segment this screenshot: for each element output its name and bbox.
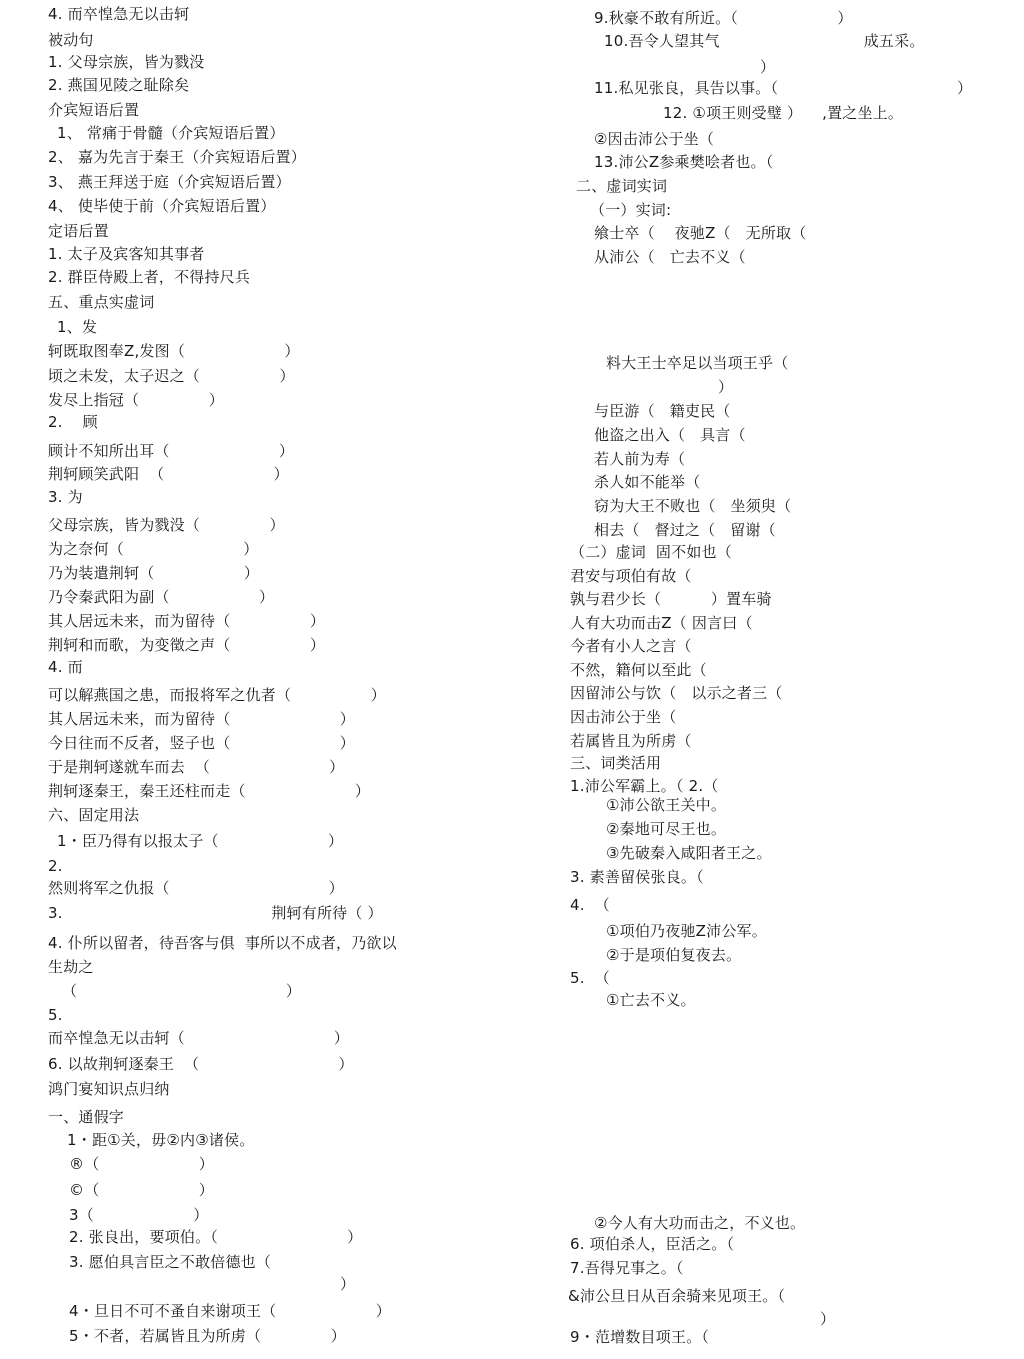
left-line-38: 3. 荆轲有所待（ ） <box>48 904 383 922</box>
left-line-1: 4. 而卒惶急无以击轲 <box>48 5 190 23</box>
left-line-26: 其人居远未来，而为留待（ ） <box>48 612 326 630</box>
left-line-37: 然则将军之仇报（ ） <box>48 879 344 897</box>
right-line-12: 料大王士卒足以当项王乎（ <box>606 354 789 372</box>
left-line-12: 2. 群臣侍殿上者，不得持尺兵 <box>48 268 251 286</box>
right-line-10: 飨士卒（ 夜驰Z（ 无所取（ <box>594 224 807 242</box>
left-line-32: 于是荆轲遂就车而去 （ ） <box>48 758 345 776</box>
left-line-3: 1. 父母宗族，皆为戮没 <box>48 53 205 71</box>
right-line-7: 13.沛公Z参乘樊哙者也。（ <box>594 153 774 171</box>
right-line-29: 三、词类活用 <box>570 754 662 772</box>
right-line-6: ②因击沛公于坐（ <box>594 130 715 148</box>
left-line-31: 今日往而不反者，竖子也（ ） <box>48 734 355 752</box>
right-line-25: 不然，籍何以至此（ <box>570 661 707 679</box>
right-line-24: 今者有小人之言（ <box>570 637 692 655</box>
right-line-44: ） <box>820 1310 836 1328</box>
left-line-42: 5. <box>48 1006 63 1024</box>
right-line-34: 3. 素善留侯张良。（ <box>570 868 704 886</box>
left-line-29: 可以解燕国之患，而报将军之仇者（ ） <box>48 686 386 704</box>
left-line-15: 轲既取图奉Z,发图（ ） <box>48 342 300 360</box>
right-line-21: 君安与项伯有故（ <box>570 567 692 585</box>
left-line-20: 荆轲顾笑武阳 （ ） <box>48 465 289 483</box>
right-line-2: 10.吾令人望其气 成五采。 <box>604 32 925 50</box>
right-line-8: 二、虚词实词 <box>576 177 668 195</box>
right-line-28: 若属皆且为所虏（ <box>570 732 692 750</box>
right-line-4: 11.私见张良，具告以事。（ ） <box>594 79 973 97</box>
left-line-44: 6. 以故荆轲逐秦王 （ ） <box>48 1055 354 1073</box>
right-line-31: ①沛公欲王关中。 <box>606 796 727 814</box>
left-line-19: 顾计不知所出耳（ ） <box>48 442 295 460</box>
left-line-6: 1、 常痛于骨髓（介宾短语后置） <box>57 124 285 142</box>
right-line-30: 1.沛公军霸上。（ 2.（ <box>570 777 719 795</box>
right-line-33: ③先破秦入咸阳者王之。 <box>606 844 772 862</box>
right-line-37: ②于是项伯复夜去。 <box>606 946 742 964</box>
left-line-45: 鸿门宴知识点归纳 <box>48 1080 170 1098</box>
right-line-1: 9.秋豪不敢有所近。（ ） <box>594 9 853 27</box>
left-line-21: 3. 为 <box>48 488 83 506</box>
right-line-22: 孰与君少长（ ）置车骑 <box>570 590 772 608</box>
left-line-39: 4. 仆所以留者，待吾客与俱 事所以不成者，乃欲以 <box>48 934 397 952</box>
right-line-26: 因留沛公与饮（ 以示之者三（ <box>570 684 783 702</box>
left-line-13: 五、重点实虚词 <box>48 293 155 311</box>
left-line-22: 父母宗族，皆为戮没（ ） <box>48 516 285 534</box>
left-line-54: 4・旦日不可不蚤自来谢项王（ ） <box>69 1302 391 1320</box>
left-line-4: 2. 燕国见陵之耻除矣 <box>48 76 190 94</box>
left-line-25: 乃令秦武阳为副（ ） <box>48 588 275 606</box>
left-line-9: 4、 使毕使于前（介宾短语后置） <box>48 197 276 215</box>
left-line-23: 为之奈何（ ） <box>48 540 259 558</box>
left-line-49: ©（ ） <box>69 1181 214 1199</box>
right-line-18: 窃为大王不败也（ 坐须臾（ <box>594 497 792 515</box>
right-line-3: ） <box>760 58 776 76</box>
right-line-41: 6. 项伯杀人，臣活之。（ <box>570 1235 735 1253</box>
left-line-50: 3（ ） <box>69 1206 209 1224</box>
right-line-39: ①亡去不义。 <box>606 991 696 1009</box>
right-line-9: （一）实词: <box>590 201 672 219</box>
right-line-43: &沛公旦日从百余骑来见项王。（ <box>568 1287 786 1305</box>
left-line-41: （ ） <box>62 982 302 1000</box>
right-line-19: 相去（ 督过之（ 留谢（ <box>594 521 776 539</box>
left-line-24: 乃为装遣荆轲（ ） <box>48 564 260 582</box>
right-line-40: ②今人有大功而击之，不义也。 <box>594 1214 806 1232</box>
left-line-10: 定语后置 <box>48 222 109 240</box>
left-line-36: 2. <box>48 857 63 875</box>
left-line-55: 5・不者，若属皆且为所虏（ ） <box>69 1327 346 1345</box>
left-line-2: 被动句 <box>48 31 94 49</box>
right-line-45: 9・范增数目项王。（ <box>570 1328 710 1346</box>
left-line-51: 2. 张良出，要项伯。（ ） <box>69 1228 363 1246</box>
left-line-11: 1. 太子及宾客知其事者 <box>48 245 205 263</box>
right-line-14: 与臣游（ 籍吏民（ <box>594 402 731 420</box>
left-line-35: 1・臣乃得有以报太子（ ） <box>57 832 344 850</box>
right-line-42: 7.吾得兄事之。（ <box>570 1259 684 1277</box>
right-line-38: 5. （ <box>570 969 610 987</box>
left-line-33: 荆轲逐秦王，秦王还柱而走（ ） <box>48 782 371 800</box>
right-line-11: 从沛公（ 亡去不义（ <box>594 248 746 266</box>
left-line-14: 1、发 <box>57 318 98 336</box>
left-line-43: 而卒惶急无以击轲（ ） <box>48 1029 350 1047</box>
left-line-28: 4. 而 <box>48 658 83 676</box>
right-line-5: 12. ①项王则受璧 ） ,置之坐上。 <box>663 104 904 122</box>
left-line-30: 其人居远未来，而为留待（ ） <box>48 710 355 728</box>
left-line-40: 生劫之 <box>48 958 94 976</box>
right-line-32: ②秦地可尽王也。 <box>606 820 727 838</box>
left-line-16: 顷之未发，太子迟之（ ） <box>48 367 295 385</box>
left-line-5: 介宾短语后置 <box>48 101 140 119</box>
right-line-16: 若人前为寿（ <box>594 450 686 468</box>
right-line-23: 人有大功而击Z（ 因言曰（ <box>570 614 753 632</box>
right-line-27: 因击沛公于坐（ <box>570 708 677 726</box>
right-line-17: 杀人如不能举（ <box>594 473 701 491</box>
left-line-47: 1・距①关，毋②内③诸侯。 <box>67 1131 255 1149</box>
right-line-35: 4. （ <box>570 896 610 914</box>
left-line-53: ） <box>340 1275 356 1293</box>
left-line-52: 3. 愿伯具言臣之不敢倍德也（ <box>69 1253 272 1271</box>
left-line-46: 一、通假字 <box>48 1108 125 1126</box>
right-line-15: 他盗之出入（ 具言（ <box>594 426 746 444</box>
left-line-18: 2. 顾 <box>48 413 98 431</box>
left-line-34: 六、固定用法 <box>48 806 140 824</box>
right-line-36: ①项伯乃夜驰Z沛公军。 <box>606 922 767 940</box>
left-line-48: ®（ ） <box>69 1155 214 1173</box>
left-line-27: 荆轲和而歌，为变徵之声（ ） <box>48 636 326 654</box>
right-line-13: ） <box>718 378 734 396</box>
left-line-17: 发尽上指冠（ ） <box>48 391 224 409</box>
left-line-7: 2、 嘉为先言于秦王（介宾短语后置） <box>48 148 306 166</box>
right-line-20: （二）虚词 固不如也（ <box>570 543 732 561</box>
left-line-8: 3、 燕王拜送于庭（介宾短语后置） <box>48 173 291 191</box>
